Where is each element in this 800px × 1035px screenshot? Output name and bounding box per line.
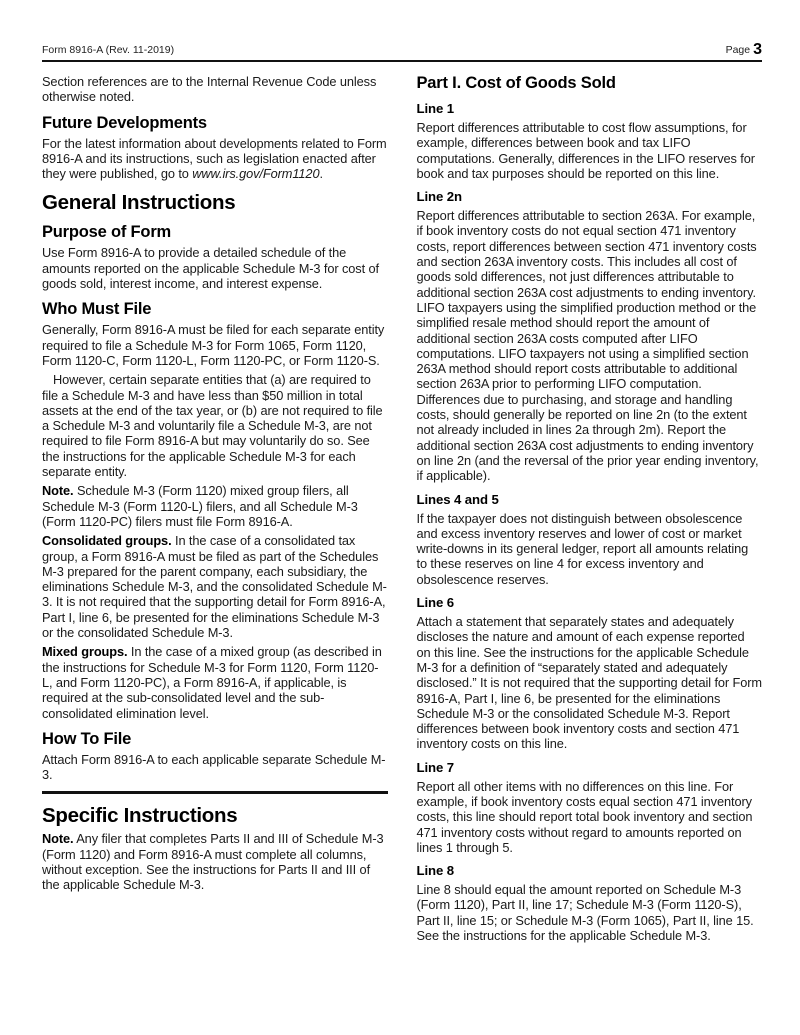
section-divider-rule <box>42 791 388 794</box>
line-2n-heading: Line 2n <box>416 189 462 205</box>
specific-instructions-heading: Specific Instructions <box>42 804 238 828</box>
consolidated-groups-text: In the case of a consolidated tax group, a Form 8916-A must be filed as part of the Schedules M-3 prepared for the parent company, each subsidiary, the eliminations Schedule M-3, and the consolidated Schedule M-3. It is not required that the supporting detail for Form 8916-A, Part I, line 6, be presented for the eliminations Schedule M-3 or the consolidated Schedule M-3. <box>42 533 387 641</box>
page-header <box>42 41 762 62</box>
note2-text: Any filer that completes Parts II and III of Schedule M-3 (Form 1120) and Form 8916-A must complete all columns, without exception. See the instructions for Parts II and III of the applicable Schedule M-3. <box>42 831 384 893</box>
future-developments-body <box>42 136 388 182</box>
consolidated-groups-label: Consolidated groups. <box>42 533 172 549</box>
line-6-body: Attach a statement that separately states and adequately discloses the nature and amount of each expense reported on this line. See the instructions for the applicable Schedule M-3 for a definition of “separately stated and adequately disclosed.” It is not required that the supporting detail for Form 8916-A, Part I, line 6, be presented for the eliminations Schedule M-3 or the consolidated Schedule M-3. Report differences between book inventory costs and section 471 inventory costs on this line. <box>416 614 762 752</box>
line-8-heading: Line 8 <box>416 863 455 879</box>
part-i-heading: Part I. Cost of Goods Sold <box>416 74 616 92</box>
mixed-groups-text: In the case of a mixed group (as described in the instructions for Schedule M-3 for Form 1120, Form 1120-L, and Form 1120-PC), a Form 8916-A, if applicable, is required at the sub-consolidated level and the sub-consolidated elimination level. <box>42 644 382 721</box>
consolidated-groups-paragraph <box>42 533 388 640</box>
note-label: Note. <box>42 483 74 499</box>
mixed-groups-paragraph <box>42 644 388 720</box>
note-text: Schedule M-3 (Form 1120) mixed group filers, all Schedule M-3 (Form 1120-L) filers, and all Schedule M-3 (Form 1120-PC) filers must file Form 8916-A. <box>42 483 358 529</box>
note2-label: Note. <box>42 831 74 847</box>
future-developments-period: . <box>319 166 323 182</box>
lines-4-and-5-body: If the taxpayer does not distinguish between obsolescence and excess inventory reserves and lower of cost or market write-downs in its general ledger, report all amounts relating to these reserves on line 4 for excess inventory and obsolescence reserves. <box>416 510 749 587</box>
right-column <box>417 74 763 947</box>
left-column <box>42 74 388 947</box>
mixed-groups-label: Mixed groups. <box>42 644 128 660</box>
lines-4-and-5-heading: Lines 4 and 5 <box>416 491 499 507</box>
line-7-body: Report all other items with no differences on this line. For example, if book inventory costs equal section 471 inventory costs, this line should report total book inventory and section 471 inventory costs without regard to amounts reported on lines 1 through 5. <box>416 778 753 855</box>
future-developments-text: For the latest information about developments related to Form 8916-A and its instructions, such as legislation enacted after they were published, go to <box>42 135 387 182</box>
who-must-file-paragraph-2: However, certain separate entities that (a) are required to file a Schedule M-3 and have less than $50 million in total assets at the end of the tax year, or (b) are not required to file a Schedule M-3 and voluntarily file a Schedule M-3, are not required to file Form 8916-A but may voluntarily do so. See the instructions for the applicable Schedule M-3 for each separate entity. <box>42 372 383 480</box>
line-6-heading: Line 6 <box>416 595 455 611</box>
page-number: 3 <box>753 41 762 58</box>
line-1-body: Report differences attributable to cost flow assumptions, for example, differences between book and tax LIFO computations. Generally, differences in the LIFO reserves for book and tax purposes should be reported on this line. <box>416 120 755 181</box>
page-label: Page <box>725 44 751 56</box>
section-references-text: Section references are to the Internal Revenue Code unless otherwise noted. <box>42 74 377 105</box>
form-number: Form 8916-A (Rev. 11-2019) <box>42 44 175 56</box>
note-mixed-group-filers <box>42 483 388 529</box>
purpose-of-form-heading: Purpose of Form <box>42 223 172 242</box>
general-instructions-heading: General Instructions <box>42 191 236 215</box>
line-1-heading: Line 1 <box>416 101 455 116</box>
how-to-file-body: Attach Form 8916-A to each applicable separate Schedule M-3. <box>42 751 386 783</box>
who-must-file-heading: Who Must File <box>42 300 152 319</box>
line-2n-body: Report differences attributable to section 263A. For example, if book inventory costs do not equal section 471 inventory costs, report differences between section 471 inventory costs and section 263A inventory costs. This includes all cost of goods sold differences, not just differences attributable to additional section 263A cost adjustments to ending inventory. LIFO taxpayers using the simplified production method or the simplified resale method should report the amount of additional section 263A costs computed after LIFO computations. LIFO taxpayers not using a simplified section 263A method should report costs attributable to additional section 263A prior to performing LIFO computation. Differences due to purchasing, and storage and handling costs, should generally be reported on line 2n (to the extent not already included in lines 2a through 2m). Report the additional section 263A cost adjustments to ending inventory on line 2n (and the reversal of the prior year ending inventory, if applicable). <box>416 208 759 484</box>
how-to-file-heading: How To File <box>42 729 132 748</box>
page-indicator <box>725 41 762 58</box>
two-column-body <box>42 74 762 947</box>
line-7-heading: Line 7 <box>416 759 455 775</box>
line-8-body: Line 8 should equal the amount reported on Schedule M-3 (Form 1120), Part II, line 17; Schedule M-3 (Form 1120-S), Part II, line 15; or Schedule M-3 (Form 1065), Part II, line 15. See the instructions for the applicable Schedule M-3. <box>416 882 754 944</box>
irs-url-link[interactable]: www.irs.gov/Form1120 <box>192 166 320 182</box>
note-parts-ii-iii <box>42 831 388 892</box>
who-must-file-paragraph-1: Generally, Form 8916-A must be filed for each separate entity required to file a Schedule M-3 for Form 1065, Form 1120, Form 1120-C, Form 1120-L, Form 1120-PC, or Form 1120-S. <box>42 322 385 368</box>
purpose-of-form-body: Use Form 8916-A to provide a detailed schedule of the amounts reported on the applicable Schedule M-3 for cost of goods sold, interest income, and interest expense. <box>42 245 379 292</box>
future-developments-heading: Future Developments <box>42 113 207 132</box>
